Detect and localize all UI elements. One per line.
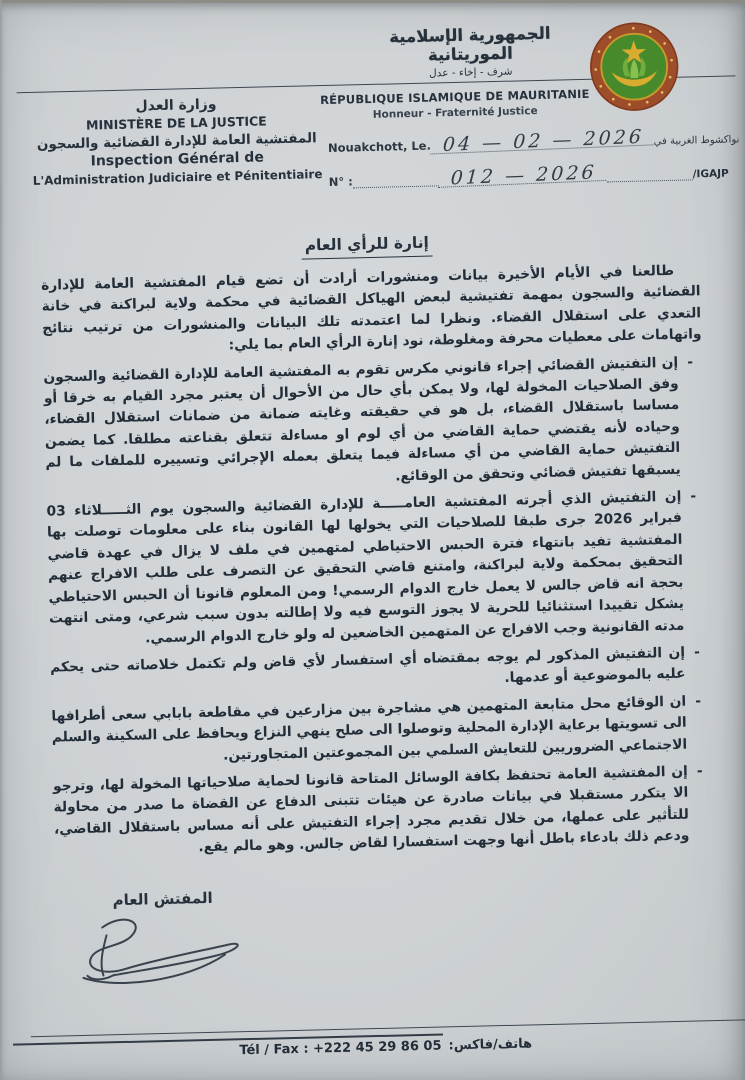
place-date-line bbox=[327, 125, 740, 157]
list-item bbox=[51, 691, 711, 771]
ministry-name-arabic: وزارة العدل bbox=[135, 96, 217, 115]
list-item bbox=[50, 642, 710, 700]
dotted-leader bbox=[606, 166, 692, 182]
document-title: إنارة للرأي العام bbox=[301, 234, 432, 260]
state-name-block bbox=[347, 23, 593, 82]
signature-block bbox=[67, 887, 259, 991]
bullet-text: إن التفتيش المذكور لم يوجه بمقتضاه أي استفسار لأي قاض ولم تكتمل خلاصاته حتى يحكم عليه بالموضوعية أو عدمها. bbox=[49, 644, 686, 687]
list-item bbox=[46, 486, 708, 651]
bullet-text: إن التفتيش القضائي إجراء قانوني مكرس تقوم به المفتشية العامة للإدارة القضائية والسجون وفق الصلاحيات المخولة لها، ولا يمكن بأي حال من الأحوال أن يعتبر مجرد القيام به خرقا أو مساسا باستقلال القضاء، بل هو في حقيقته وغايته ضمانة من ضمانات استقلال القضاء، وحياده لأنه يقتضي حماية القاضي من أي لوم او مساءلة تتعلق بقناعته مطلقا. كما يضمن التفتيش حماية القاضي من أي مساءلة فيما يتعلق بعمله الإجرائي وتسييره للملفات ما لم يسبقها تفتيش قضائي وتحقق من الوقائع. bbox=[43, 354, 681, 485]
tel-fax-arabic: هاتف/فاكس: bbox=[448, 1036, 533, 1054]
state-motto-arabic: شرف - إخاء - عدل bbox=[428, 65, 513, 80]
national-emblem-icon bbox=[586, 19, 682, 115]
inspection-name-french-line1: Inspection Général de bbox=[90, 149, 265, 170]
intro-paragraph: طالعنا في الأيام الأخيرة بيانات ومنشورات أرادت أن تضع قيام المفتشية العامة للإدارة القضائية والسجون بمهمة تفتيشية لبعض الهياكل القضائية في محكمة ولاية لبراكنة في خانة التعدي على استقلال القضاء. ونظرا لما اعتمدته تلك البيانات والمنشورات من ترتيب نتائج واتهامات على معطيات محرفة ومغلوطة، نود إنارة الرأي العام بما يلي: bbox=[41, 262, 702, 354]
bullet-dash: - bbox=[696, 763, 703, 780]
state-name-calligraphy: الجمهورية الإسلامية الموريتانية bbox=[389, 23, 551, 65]
handwritten-number: 012 — 2026 bbox=[438, 165, 607, 188]
letter-body bbox=[41, 260, 714, 862]
number-label: N° : bbox=[328, 174, 353, 189]
reference-number-line bbox=[328, 161, 729, 190]
signature-scribble bbox=[68, 907, 260, 991]
state-motto-french: Honneur - Fraternité Justice bbox=[372, 105, 538, 121]
page-footer bbox=[13, 1013, 745, 1059]
ministry-name-french: MINISTÈRE DE LA JUSTICE bbox=[85, 113, 267, 133]
list-item bbox=[53, 761, 714, 862]
bullet-dash: - bbox=[695, 693, 702, 710]
tel-fax-french: Tél / Fax : +222 45 29 86 05 bbox=[239, 1038, 442, 1059]
list-item bbox=[43, 352, 705, 496]
number-suffix: /IGAJP bbox=[692, 167, 729, 181]
bullet-dash: - bbox=[693, 644, 701, 661]
title-row bbox=[0, 225, 740, 267]
republic-name-french: RÉPUBLIQUE ISLAMIQUE DE MAURITANIE bbox=[319, 86, 590, 108]
inspection-name-french-line2: L'Administration Judiciaire et Pénitentiaire bbox=[32, 166, 323, 188]
bullet-text: ان الوقائع محل متابعة المتهمين هي مشاجرة بين مزارعين في مقاطعة بابابي سعى أطرافها الى تسويتها برعاية الإدارة المحلية وتوصلوا الى صلح ينهي النزاع ويحافظ على السكينة والسلم الاجتماعي الضروريين للتعايش السلمي بين المجموعتين المتجاورتين. bbox=[51, 693, 688, 764]
place-date-label-arabic: نواكشوط الغربية في bbox=[653, 134, 740, 148]
ministry-block bbox=[17, 93, 337, 190]
bullet-text: إن المفتشية العامة تحتفظ بكافة الوسائل المتاحة قانونا لحماية صلاحياتها المخولة لها، وترجو الا يتكرر مستقبلا في بيانات صادرة عن هيئات تتبنى الدفاع عن القضاة ما صدر من محاولة للتأثير على عملها، من خلال تقديم مجرد إجراء التفتيش على أنه مساس باستقلال القاضي، ودعم ذلك بادعاء باطل أنها وجهت استفسارا لقاض جالس. وهو مالم يقع. bbox=[52, 763, 690, 856]
letterhead bbox=[0, 17, 739, 226]
republic-block bbox=[309, 87, 602, 123]
handwritten-date: 04 — 02 — 2026 bbox=[430, 129, 654, 154]
bullet-dash: - bbox=[687, 354, 694, 371]
signatory-title: المفتش العام bbox=[112, 888, 213, 909]
bullet-dash: - bbox=[690, 488, 697, 505]
place-date-label-french: Nouakchott, Le. bbox=[327, 138, 432, 155]
inspection-name-arabic: المفتشية العامة للإدارة القضائية والسجون bbox=[36, 129, 317, 153]
dotted-leader bbox=[353, 172, 439, 188]
bullet-text: إن التفتيش الذي أجرته المفتشية العامـــــة للإدارة القضائية والسجون يوم الثـــــلاثاء 03 فبراير 2026 جرى طبقا للصلاحيات التي يخولها لها القانون بناء على معلومات توصلت بها المفتشية تفيد بانتهاء فترة الحبس الاحتياطي لمتهمين في ملف لا يزال في عهدة قاضي التحقيق بمحكمة ولاية لبراكنة، وامتنع قاضي التحقيق عن التصرف على طلب الافراج عنهم بحجة انه قاض جالس لا يعمل خارج الدوام الرسمي! ومن المعلوم قانونا أن الحبس الاحتياطي يشكل تقييدا استثنائيا للحرية لا يجوز التوسع فيه ولا إطالته بدون سبب شرعي، ومتى انتهت مدته القانونية وجب الافراج عن المتهمين الخاضعين له ولو خارج الدوام الرسمي. bbox=[46, 488, 685, 646]
